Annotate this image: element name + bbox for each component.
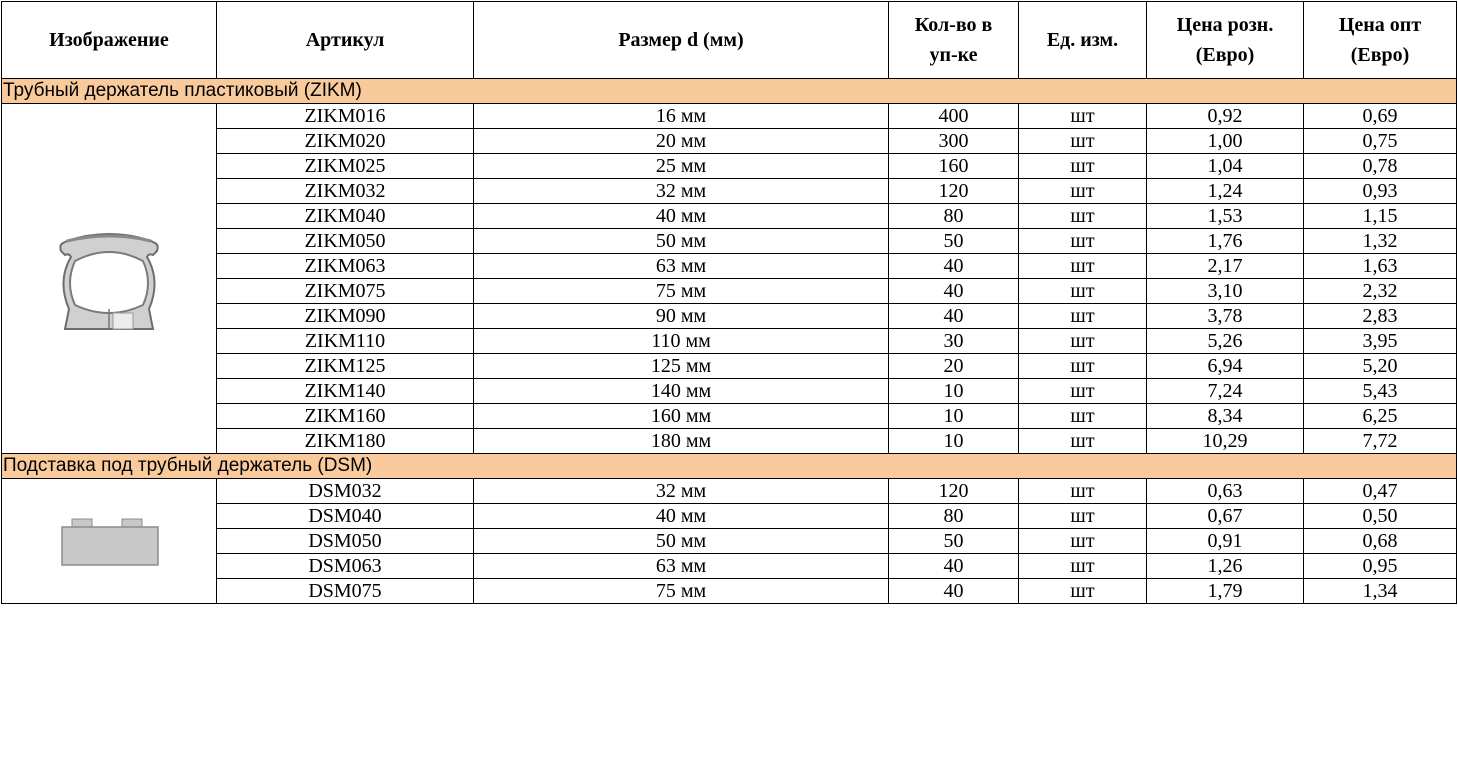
cell-retail-price: 0,92 [1147, 104, 1304, 129]
table-row [2, 304, 1457, 329]
cell-size: 75 мм [474, 279, 889, 304]
cell-unit: шт [1019, 529, 1147, 554]
cell-retail-price: 1,79 [1147, 579, 1304, 604]
table-row [2, 504, 1457, 529]
cell-retail-price: 8,34 [1147, 404, 1304, 429]
cell-wholesale-price: 0,78 [1304, 154, 1457, 179]
cell-qty: 120 [889, 179, 1019, 204]
cell-size: 40 мм [474, 204, 889, 229]
cell-size: 16 мм [474, 104, 889, 129]
cell-unit: шт [1019, 354, 1147, 379]
cell-size: 25 мм [474, 154, 889, 179]
cell-article: ZIKM025 [217, 154, 474, 179]
table-row [2, 154, 1457, 179]
cell-wholesale-price: 3,95 [1304, 329, 1457, 354]
cell-unit: шт [1019, 179, 1147, 204]
cell-qty: 50 [889, 529, 1019, 554]
cell-qty: 80 [889, 204, 1019, 229]
cell-unit: шт [1019, 304, 1147, 329]
col-header-qty: Кол-во в уп-ке [889, 2, 1019, 79]
table-row [2, 529, 1457, 554]
table-row [2, 204, 1457, 229]
cell-wholesale-price: 2,32 [1304, 279, 1457, 304]
cell-retail-price: 0,67 [1147, 504, 1304, 529]
cell-qty: 10 [889, 404, 1019, 429]
cell-unit: шт [1019, 504, 1147, 529]
cell-size: 160 мм [474, 404, 889, 429]
cell-unit: шт [1019, 104, 1147, 129]
cell-unit: шт [1019, 404, 1147, 429]
table-row [2, 279, 1457, 304]
cell-retail-price: 7,24 [1147, 379, 1304, 404]
cell-wholesale-price: 0,69 [1304, 104, 1457, 129]
cell-unit: шт [1019, 129, 1147, 154]
cell-wholesale-price: 2,83 [1304, 304, 1457, 329]
cell-unit: шт [1019, 154, 1147, 179]
cell-article: ZIKM075 [217, 279, 474, 304]
cell-size: 32 мм [474, 479, 889, 504]
col-header-retail-price: Цена розн. (Евро) [1147, 2, 1304, 79]
cell-size: 63 мм [474, 254, 889, 279]
cell-retail-price: 2,17 [1147, 254, 1304, 279]
cell-article: ZIKM140 [217, 379, 474, 404]
col-header-article: Артикул [217, 2, 474, 79]
cell-unit: шт [1019, 329, 1147, 354]
col-header-wholesale-price: Цена опт (Евро) [1304, 2, 1457, 79]
cell-size: 90 мм [474, 304, 889, 329]
section-title: Подставка под трубный держатель (DSM) [2, 454, 1457, 479]
cell-size: 32 мм [474, 179, 889, 204]
cell-unit: шт [1019, 254, 1147, 279]
col-header-size: Размер d (мм) [474, 2, 889, 79]
cell-article: DSM063 [217, 554, 474, 579]
cell-article: DSM032 [217, 479, 474, 504]
cell-retail-price: 0,91 [1147, 529, 1304, 554]
cell-qty: 160 [889, 154, 1019, 179]
table-row [2, 579, 1457, 604]
cell-retail-price: 10,29 [1147, 429, 1304, 454]
cell-retail-price: 1,53 [1147, 204, 1304, 229]
cell-size: 50 мм [474, 229, 889, 254]
cell-article: ZIKM050 [217, 229, 474, 254]
cell-size: 110 мм [474, 329, 889, 354]
cell-retail-price: 3,10 [1147, 279, 1304, 304]
cell-wholesale-price: 5,43 [1304, 379, 1457, 404]
cell-qty: 120 [889, 479, 1019, 504]
cell-wholesale-price: 1,63 [1304, 254, 1457, 279]
table-row [2, 379, 1457, 404]
table-row [2, 179, 1457, 204]
product-image-cell [2, 479, 217, 604]
cell-wholesale-price: 1,32 [1304, 229, 1457, 254]
cell-wholesale-price: 0,75 [1304, 129, 1457, 154]
cell-article: ZIKM063 [217, 254, 474, 279]
cell-retail-price: 0,63 [1147, 479, 1304, 504]
table-row [2, 229, 1457, 254]
header-row [2, 2, 1457, 79]
table-row [2, 554, 1457, 579]
table-row [2, 129, 1457, 154]
cell-wholesale-price: 5,20 [1304, 354, 1457, 379]
cell-article: ZIKM160 [217, 404, 474, 429]
cell-article: DSM075 [217, 579, 474, 604]
cell-unit: шт [1019, 554, 1147, 579]
cell-qty: 40 [889, 554, 1019, 579]
cell-retail-price: 5,26 [1147, 329, 1304, 354]
cell-qty: 300 [889, 129, 1019, 154]
table-row [2, 404, 1457, 429]
cell-article: ZIKM040 [217, 204, 474, 229]
section-title: Трубный держатель пластиковый (ZIKM) [2, 79, 1457, 104]
cell-qty: 40 [889, 279, 1019, 304]
table-row [2, 254, 1457, 279]
cell-wholesale-price: 0,50 [1304, 504, 1457, 529]
cell-unit: шт [1019, 379, 1147, 404]
cell-unit: шт [1019, 579, 1147, 604]
cell-size: 50 мм [474, 529, 889, 554]
cell-qty: 40 [889, 254, 1019, 279]
cell-article: ZIKM125 [217, 354, 474, 379]
cell-article: ZIKM016 [217, 104, 474, 129]
pipe-clamp-icon [49, 221, 169, 336]
price-table [1, 1, 1457, 604]
table-row [2, 429, 1457, 454]
cell-unit: шт [1019, 204, 1147, 229]
cell-unit: шт [1019, 229, 1147, 254]
table-row [2, 104, 1457, 129]
cell-qty: 40 [889, 579, 1019, 604]
cell-wholesale-price: 6,25 [1304, 404, 1457, 429]
product-image-cell [2, 104, 217, 454]
cell-retail-price: 1,26 [1147, 554, 1304, 579]
cell-article: DSM040 [217, 504, 474, 529]
cell-qty: 30 [889, 329, 1019, 354]
table-row [2, 354, 1457, 379]
section-header-row [2, 454, 1457, 479]
cell-wholesale-price: 1,15 [1304, 204, 1457, 229]
cell-qty: 80 [889, 504, 1019, 529]
cell-retail-price: 1,24 [1147, 179, 1304, 204]
cell-unit: шт [1019, 429, 1147, 454]
col-header-image: Изображение [2, 2, 217, 79]
cell-wholesale-price: 0,93 [1304, 179, 1457, 204]
cell-unit: шт [1019, 279, 1147, 304]
cell-article: ZIKM090 [217, 304, 474, 329]
cell-article: ZIKM180 [217, 429, 474, 454]
cell-article: DSM050 [217, 529, 474, 554]
cell-size: 63 мм [474, 554, 889, 579]
cell-qty: 10 [889, 379, 1019, 404]
cell-size: 180 мм [474, 429, 889, 454]
cell-article: ZIKM032 [217, 179, 474, 204]
cell-article: ZIKM110 [217, 329, 474, 354]
cell-wholesale-price: 0,68 [1304, 529, 1457, 554]
cell-size: 40 мм [474, 504, 889, 529]
cell-size: 125 мм [474, 354, 889, 379]
table-row [2, 479, 1457, 504]
cell-size: 140 мм [474, 379, 889, 404]
cell-qty: 400 [889, 104, 1019, 129]
cell-size: 75 мм [474, 579, 889, 604]
cell-size: 20 мм [474, 129, 889, 154]
cell-retail-price: 1,76 [1147, 229, 1304, 254]
cell-article: ZIKM020 [217, 129, 474, 154]
section-header-row [2, 79, 1457, 104]
cell-qty: 10 [889, 429, 1019, 454]
cell-qty: 40 [889, 304, 1019, 329]
cell-retail-price: 1,00 [1147, 129, 1304, 154]
table-row [2, 329, 1457, 354]
cell-wholesale-price: 0,95 [1304, 554, 1457, 579]
cell-qty: 50 [889, 229, 1019, 254]
cell-unit: шт [1019, 479, 1147, 504]
cell-retail-price: 1,04 [1147, 154, 1304, 179]
cell-wholesale-price: 0,47 [1304, 479, 1457, 504]
cell-retail-price: 6,94 [1147, 354, 1304, 379]
col-header-unit: Ед. изм. [1019, 2, 1147, 79]
cell-wholesale-price: 1,34 [1304, 579, 1457, 604]
cell-qty: 20 [889, 354, 1019, 379]
cell-wholesale-price: 7,72 [1304, 429, 1457, 454]
cell-retail-price: 3,78 [1147, 304, 1304, 329]
stand-block-icon [54, 511, 164, 571]
